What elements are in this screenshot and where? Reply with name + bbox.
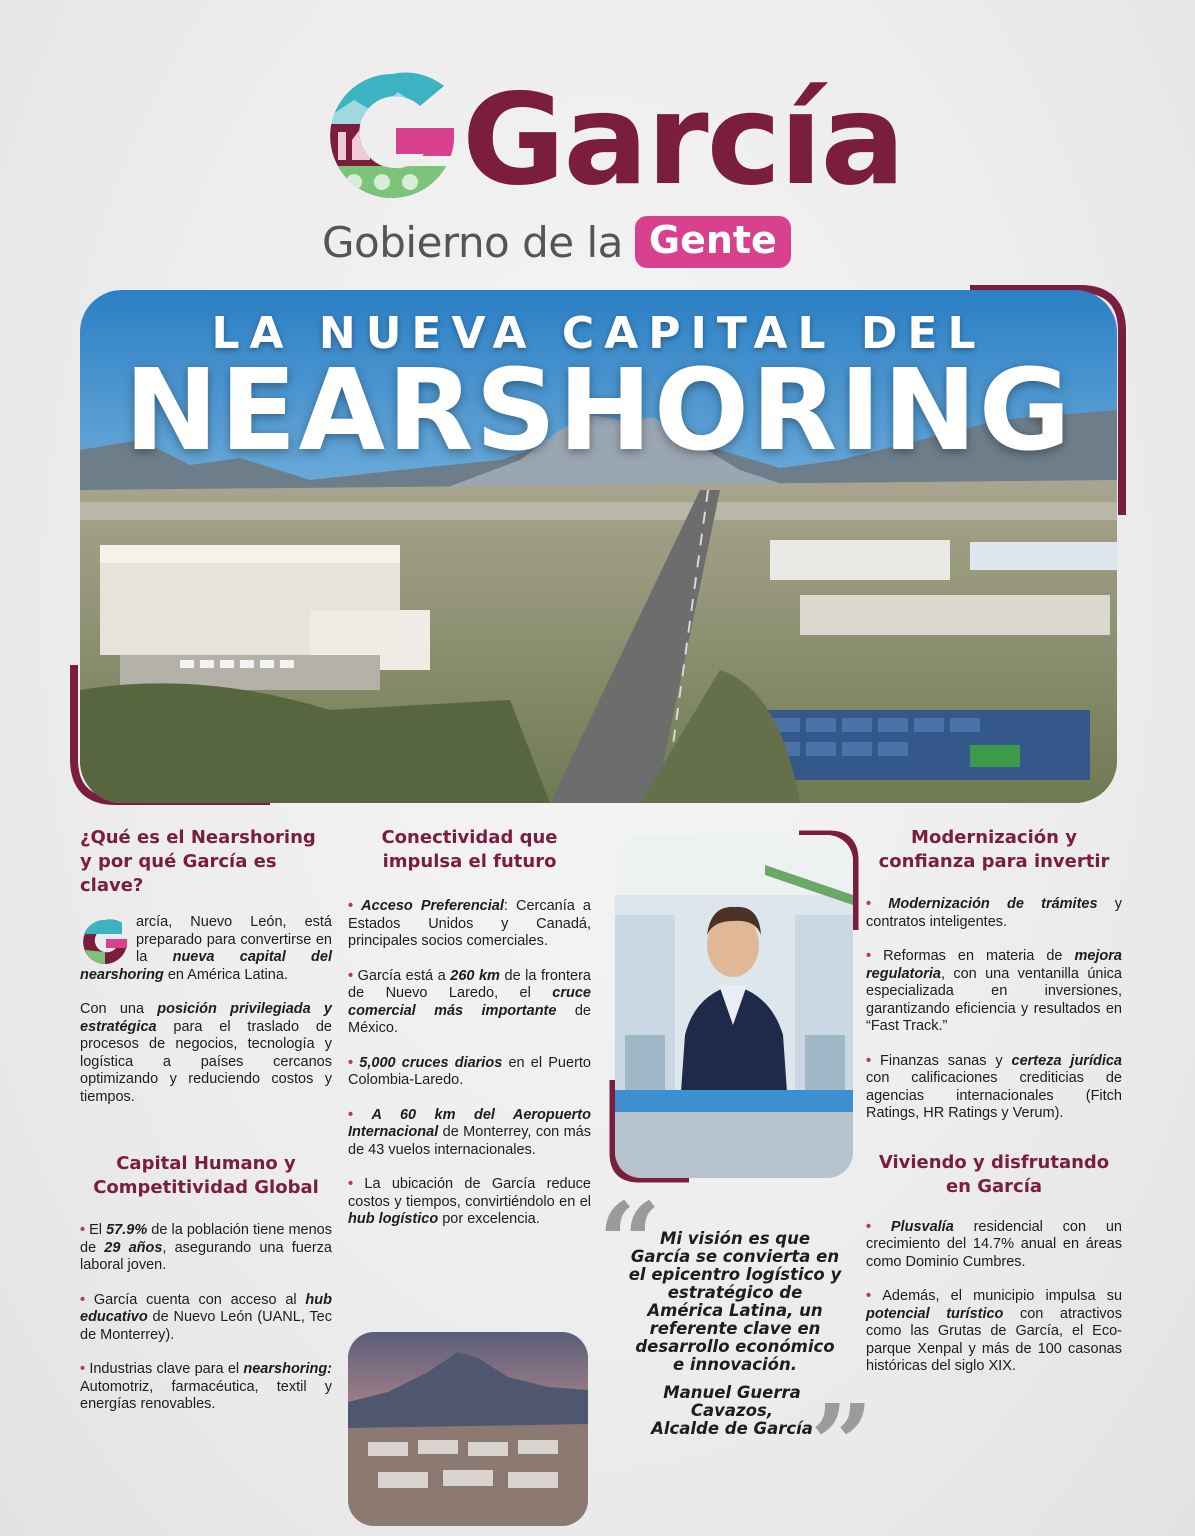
open-quote-icon: “ [598, 1178, 662, 1307]
bullet-dot-icon: • [80, 1222, 90, 1238]
dropcap-g-icon [80, 918, 130, 964]
bullet-acceso-preferencial: • Acceso Preferencial: Cercanía a Estados Unidos y Canadá, principales socios comerciales. [348, 898, 591, 949]
quote-author-name: Manuel Guerra Cavazos, [663, 1383, 801, 1420]
bullet-dot-icon: • [866, 1288, 883, 1304]
logo-subtitle: Gobierno de la [322, 217, 623, 267]
hero-title-big: NEARSHORING [124, 346, 1073, 476]
logo-wordmark: García [462, 66, 904, 213]
bullet-dot-icon: • [866, 1052, 880, 1069]
quote-author-role: Alcalde de García [651, 1419, 813, 1438]
column-nearshoring [80, 826, 332, 1431]
bullet-finanzas: • Finanzas sanas y certeza jurídica con calificaciones crediticias de agencias internacionales (Fitch Ratings, HR Ratings y Verum). [866, 1052, 1122, 1121]
section-heading-nearshoring: ¿Qué es el Nearshoring y por qué García es clave? [80, 827, 316, 896]
column-conectividad [348, 826, 591, 1246]
bullet-aeropuerto: • A 60 km del Aeropuerto Internacional de Monterrey, con más de 43 vuelos internacionales. [348, 1106, 591, 1158]
bullet-industries: • Industrias clave para el nearshoring: Automotriz, farmacéutica, textil y energías renovables. [80, 1361, 333, 1412]
paragraph-position: Con una posición privilegiada y estratégica para el traslado de procesos de negocios, tecnología y logística a países cercanos optimizando y reduciendo costos y tiempos. [80, 1001, 332, 1105]
logo-subtitle-row [322, 214, 791, 270]
bullet-tramites: • Modernización de trámites y contratos inteligentes. [866, 896, 1123, 930]
bullet-education-hub: • García cuenta con acceso al hub educativo de Nuevo León (UANL, Tec de Monterrey). [80, 1291, 332, 1343]
bullet-dot-icon: • [80, 1361, 90, 1377]
paragraph-intro: arcía, Nuevo León, está preparado para convertirse en la nueva capital del nearshoring en América Latina. [80, 914, 332, 983]
section-heading-modernizacion: Modernización y confianza para invertir [878, 827, 1110, 872]
bullet-dot-icon: • [348, 898, 362, 914]
mayor-portrait-illustration [615, 835, 853, 1178]
bullet-plusvalia: • Plusvalía residencial con un crecimiento del 14.7% anual en áreas como Dominio Cumbres. [866, 1218, 1122, 1270]
section-heading-viviendo: Viviendo y disfrutando en García [878, 1151, 1110, 1197]
mayor-portrait-photo [615, 835, 853, 1178]
hero-title-small: LA NUEVA CAPITAL DEL [211, 308, 986, 359]
close-quote-icon: ” [810, 1380, 874, 1509]
bullet-dot-icon: • [866, 896, 889, 912]
bullet-dot-icon: • [348, 1176, 365, 1192]
bullet-mejora-regulatoria: • Reformas en materia de mejora regulatoria, con una ventanilla única especializada en inversiones, garantizando eficiencia y resultados en “Fast Track.” [866, 948, 1122, 1034]
mountain-industrial-photo [348, 1332, 588, 1526]
bullet-population: • El 57.9% de la población tiene menos de 29 años, asegurando una fuerza laboral joven. [80, 1222, 333, 1273]
hero-image [80, 290, 1117, 803]
column-modernizacion [866, 826, 1122, 1393]
logo-badge: Gente [635, 216, 791, 268]
section-heading-capital-humano: Capital Humano y Competitividad Global [93, 1153, 319, 1198]
mountain-photo-illustration [348, 1332, 588, 1526]
bullet-hub-logistico: • La ubicación de García reduce costos y tiempos, convirtiéndolo en el hub logístico por excelencia. [348, 1176, 591, 1227]
mayor-quote-text: Mi visión es que García se convierta en el epicentro logístico y estratégico de América Latina, un referente clave en desarrollo económico e innovación. [628, 1229, 842, 1374]
bullet-cruces-diarios: • 5,000 cruces diarios en el Puerto Colombia-Laredo. [348, 1054, 591, 1088]
bullet-dot-icon: • [348, 1054, 360, 1071]
bullet-dot-icon: • [866, 1218, 891, 1235]
bullet-dot-icon: • [348, 967, 358, 984]
section-heading-conectividad: Conectividad que impulsa el futuro [381, 827, 558, 872]
bullet-dot-icon: • [80, 1291, 94, 1308]
garcia-logo-emblem [324, 70, 460, 198]
bullet-distancia-frontera: • García está a 260 km de la frontera de Nuevo Laredo, el cruce comercial más importante de México. [348, 967, 591, 1036]
bullet-dot-icon: • [348, 1106, 372, 1123]
bullet-dot-icon: • [866, 948, 884, 964]
bullet-turismo: • Además, el municipio impulsa su potencial turístico con atractivos como las Grutas de García, el Eco-parque Xenpal y más de 100 casonas históricas del siglo XIX. [866, 1288, 1123, 1374]
